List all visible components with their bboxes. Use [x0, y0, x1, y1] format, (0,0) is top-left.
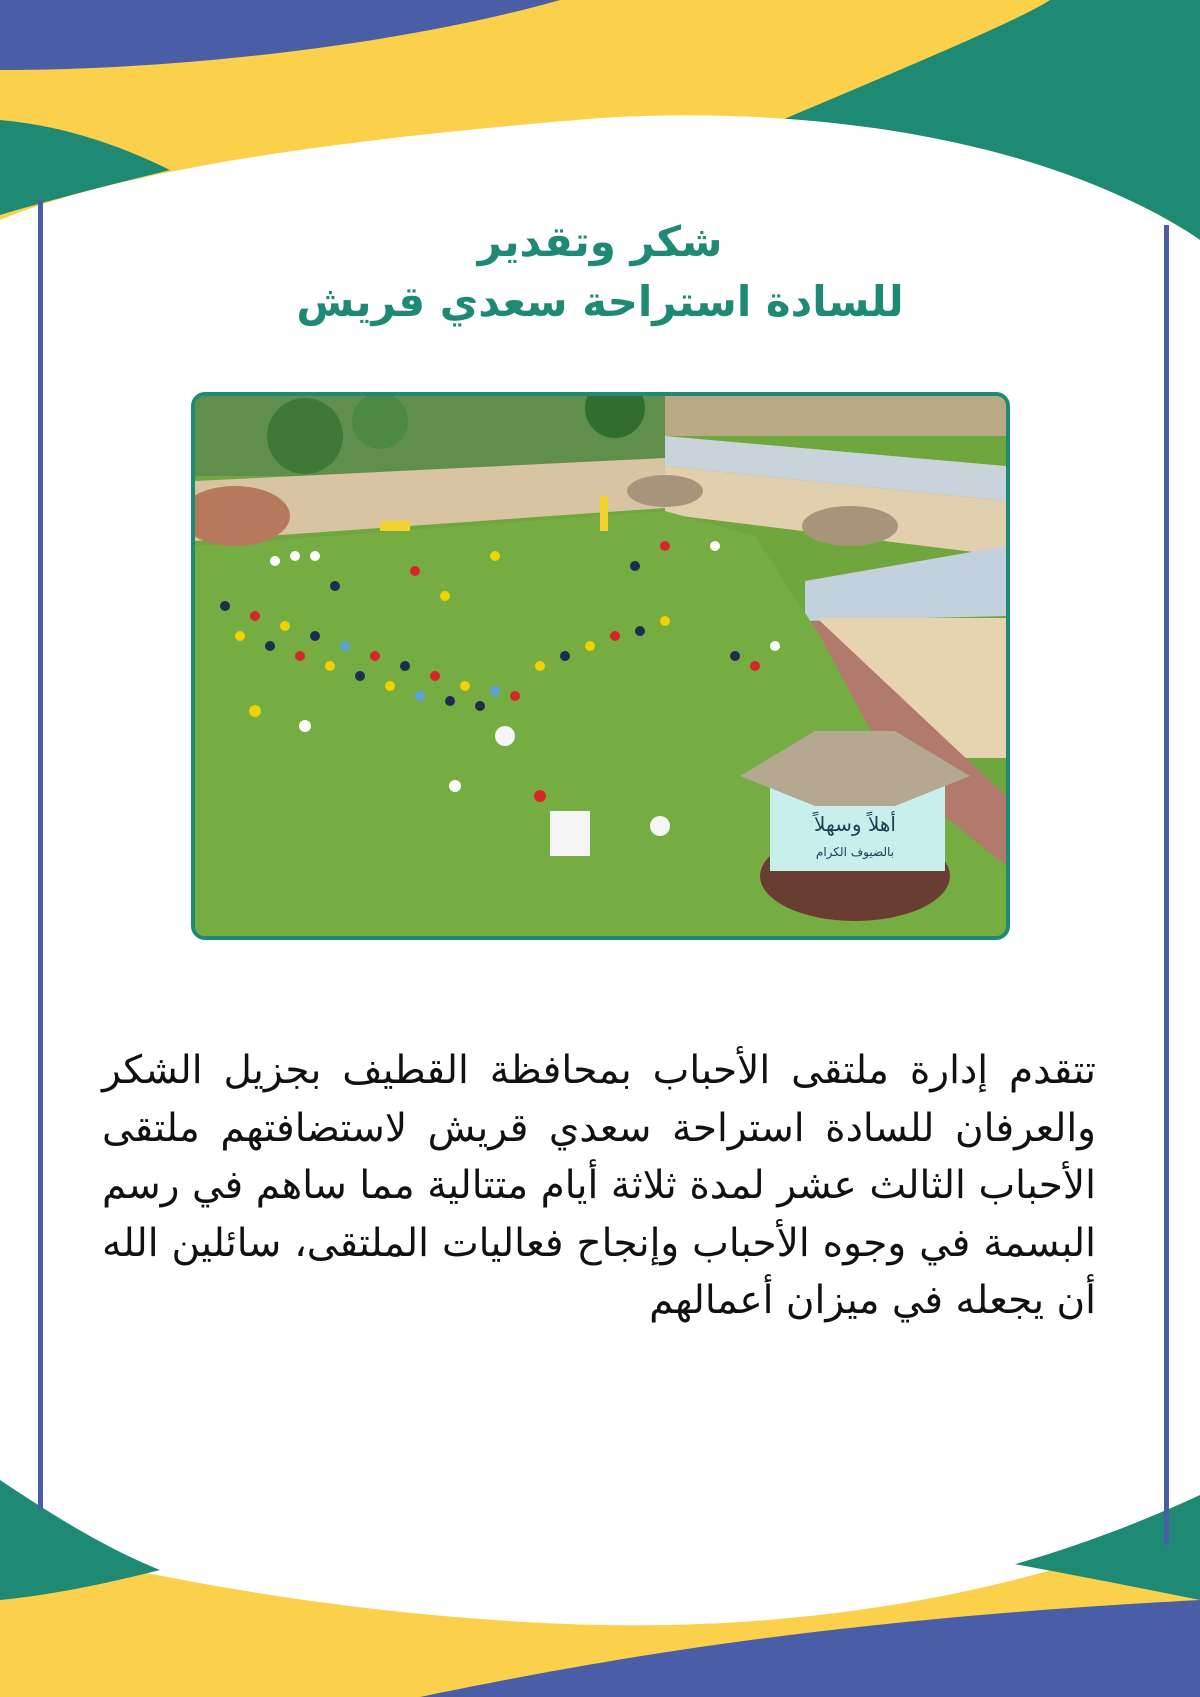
gazebo	[627, 475, 703, 507]
hut-sign-text: أهلاً وسهلاً	[814, 812, 896, 836]
chair	[495, 726, 515, 746]
title-line-1: شكر وتقدير	[477, 217, 723, 266]
chair	[650, 816, 670, 836]
certificate-body: تتقدم إدارة ملتقى الأحباب بمحافظة القطيف بجزيل الشكر والعرفان للسادة استراحة سعدي قريش لاستضافتهم ملتقى الأحباب الثالث عشر لمدة ثلاثة أيام متتالية مما ساهم في رسم البسمة في وجوه الأحباب وإنجاح فعاليات الملتقى، سائلين الله أن يجعله في ميزان أعمالهم	[102, 1048, 1096, 1323]
hut-sign-subtext: بالضيوف الكرام	[815, 845, 895, 859]
background-field	[665, 396, 1006, 436]
slide	[600, 496, 608, 531]
certificate-title	[0, 212, 1200, 332]
table	[550, 811, 590, 856]
gazebo	[802, 506, 898, 546]
right-border-line	[1164, 225, 1169, 1545]
aerial-garden-illustration	[195, 396, 1006, 936]
title-line-2: للسادة استراحة سعدي قريش	[296, 277, 904, 326]
event-photo	[191, 392, 1010, 940]
palm-tree	[267, 398, 343, 474]
left-border-line	[38, 200, 43, 1510]
slide	[380, 521, 410, 531]
